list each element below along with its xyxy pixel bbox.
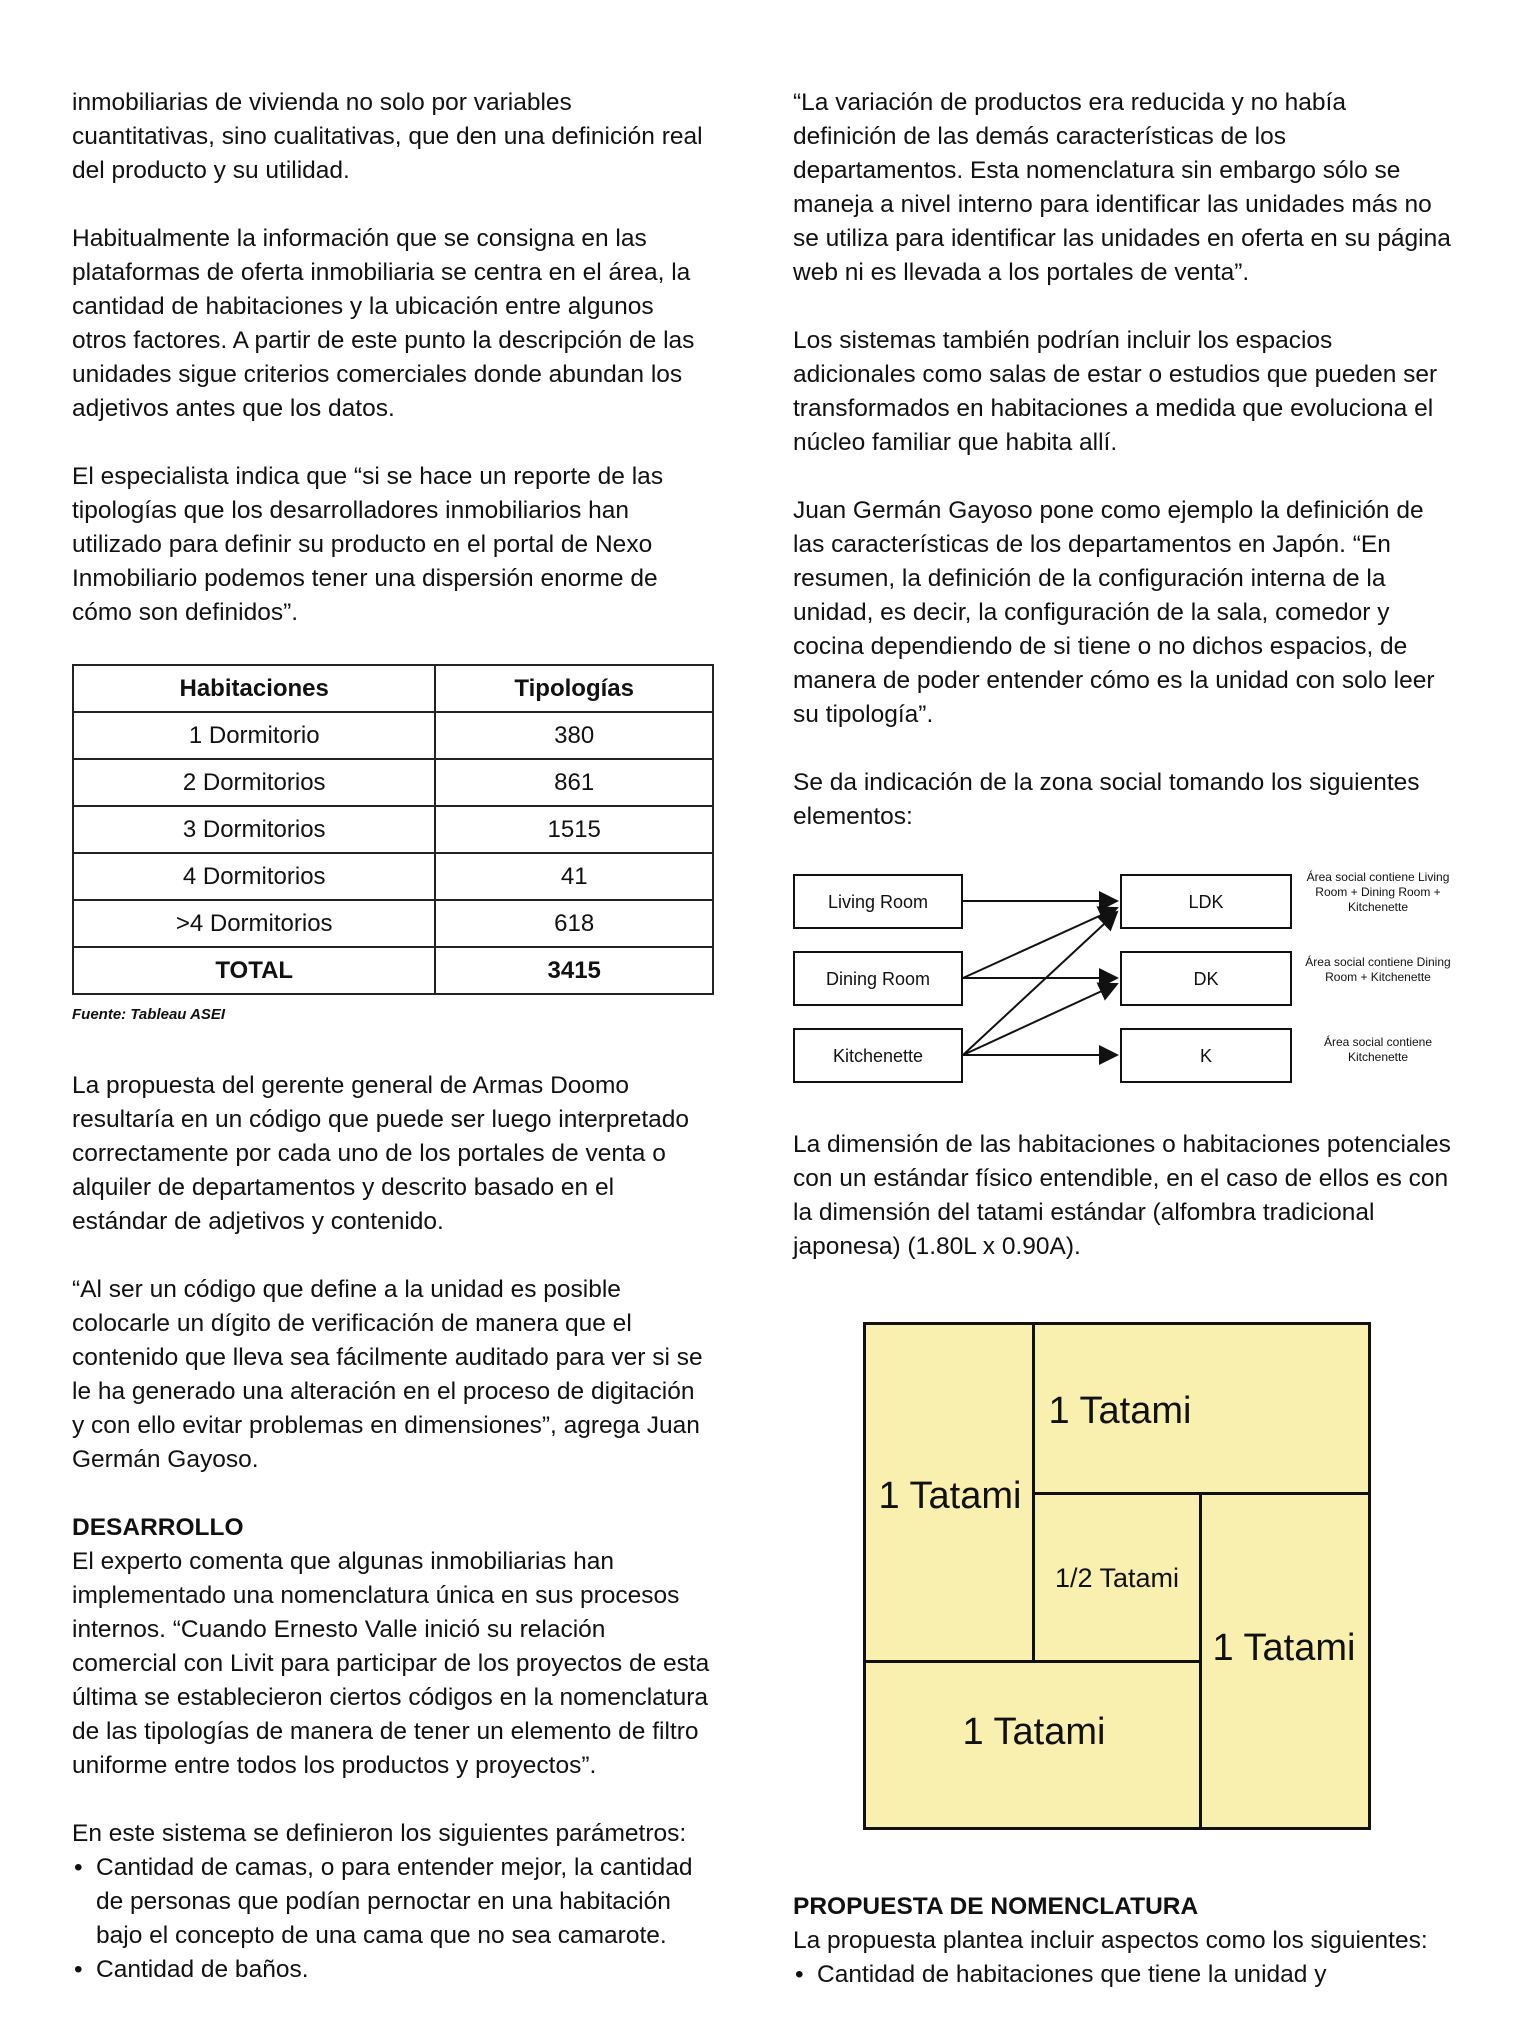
- paragraph: Los sistemas también podrían incluir los espacios adicionales como salas de estar o estudios que pueden ser transformados en habitaciones a medida que evoluciona el núcleo familiar que habita allí.: [793, 327, 1438, 456]
- table-cell: 3415: [435, 947, 713, 994]
- bullet-list: [72, 1851, 712, 1987]
- tatami-label: 1 Tatami: [1212, 1627, 1356, 1669]
- paragraph: Habitualmente la información que se consigna en las plataformas de oferta inmobiliaria se centra en el área, la cantidad de habitaciones y la ubicación entre algunos otros factores. A partir de este punto la descripción de las unidades sigue criterios comerciales donde abundan los adjetivos antes que los datos.: [72, 225, 695, 422]
- section-heading: PROPUESTA DE NOMENCLATURA: [793, 1893, 1199, 1920]
- living-room-box: Living Room: [793, 874, 963, 929]
- paragraph: La dimensión de las habitaciones o habitaciones potenciales con un estándar físico entendible, en el caso de ellos es con la dimensión del tatami estándar (alfombra tradicional japonesa) (1.80L x 0.90A).: [793, 1131, 1451, 1260]
- table-cell: 1515: [435, 806, 713, 853]
- paragraph: “Al ser un código que define a la unidad es posible colocarle un dígito de verificación de manera que el contenido que lleva sea fácilmente auditado para ver si se le ha generado una alteración en el proceso de digitación y con ello evitar problemas en dimensiones”, agrega Juan Germán Gayoso.: [72, 1276, 703, 1473]
- table-cell: >4 Dormitorios: [73, 900, 435, 947]
- table-cell: 1 Dormitorio: [73, 712, 435, 759]
- table-total-row: [73, 947, 713, 994]
- tatami-label: 1 Tatami: [962, 1711, 1106, 1753]
- k-box: K: [1120, 1028, 1292, 1083]
- paragraph: En este sistema se definieron los siguientes parámetros:: [72, 1820, 687, 1847]
- table-header-cell: Tipologías: [435, 665, 713, 712]
- arrow: [963, 908, 1117, 978]
- table-row: [73, 806, 713, 853]
- bullet-list: [793, 1958, 1453, 1992]
- table-cell: 380: [435, 712, 713, 759]
- arrow: [963, 912, 1117, 1055]
- table-cell: 2 Dormitorios: [73, 759, 435, 806]
- table-cell: 4 Dormitorios: [73, 853, 435, 900]
- table-header-row: [73, 665, 713, 712]
- table-row: [73, 759, 713, 806]
- table-cell: TOTAL: [73, 947, 435, 994]
- table-cell: 3 Dormitorios: [73, 806, 435, 853]
- paragraph: El experto comenta que algunas inmobiliarias han implementado una nomenclatura única en sus procesos internos. “Cuando Ernesto Valle inició su relación comercial con Livit para participar de los proyectos de esta última se establecieron ciertos códigos en la nomenclatura de las tipologías de manera de tener un elemento de filtro uniforme entre todos los productos y proyectos”.: [72, 1548, 710, 1779]
- right-column: [793, 86, 1453, 1992]
- tatami-label: 1 Tatami: [1048, 1390, 1192, 1432]
- tatami-label: 1/2 Tatami: [1054, 1563, 1180, 1593]
- tatami-label: 1 Tatami: [878, 1475, 1022, 1517]
- paragraph: “La variación de productos era reducida y no había definición de las demás características de los departamentos. Esta nomenclatura sin embargo sólo se maneja a nivel interno para identificar las unidades más no se utiliza para identificar las unidades en oferta en su página web ni es llevada a los portales de venta”.: [793, 89, 1451, 286]
- paragraph: La propuesta del gerente general de Armas Doomo resultaría en un código que puede ser luego interpretado correctamente por cada uno de los portales de venta o alquiler de departamentos y descrito basado en el estándar de adjetivos y contenido.: [72, 1072, 690, 1235]
- dk-box: DK: [1120, 951, 1292, 1006]
- section-heading: DESARROLLO: [72, 1514, 244, 1541]
- kitchenette-box: Kitchenette: [793, 1028, 963, 1083]
- ldk-box: LDK: [1120, 874, 1292, 929]
- ldk-note: Área social contiene Living Room + Dining Room + Kitchenette: [1306, 870, 1450, 914]
- paragraph: La propuesta plantea incluir aspectos como los siguientes:: [793, 1927, 1428, 1954]
- k-note: Área social contiene Kitchenette: [1323, 1035, 1433, 1064]
- table-cell: 41: [435, 853, 713, 900]
- paragraph: El especialista indica que “si se hace un reporte de las tipologías que los desarrolladores inmobiliarios han utilizado para definir su producto en el portal de Nexo Inmobiliario podemos tener una dispersión enorme de cómo son definidos”.: [72, 463, 664, 626]
- arrow: [963, 984, 1117, 1055]
- table-header-cell: Habitaciones: [73, 665, 435, 712]
- list-item: • Cantidad de habitaciones que tiene la unidad y: [793, 1958, 1453, 1992]
- paragraph: inmobiliarias de vivienda no solo por variables cuantitativas, sino cualitativas, que den una definición real del producto y su utilidad.: [72, 89, 703, 184]
- divider: [866, 1660, 1202, 1663]
- table-cell: 861: [435, 759, 713, 806]
- paragraph: Juan Germán Gayoso pone como ejemplo la definición de las características de los departamentos en Japón. “En resumen, la definición de la configuración interna de la unidad, es decir, la configuración de la sala, comedor y cocina dependiendo de si tiene o no dichos espacios, de manera de poder entender cómo es la unidad con solo leer su tipología”.: [793, 497, 1435, 728]
- tatami-layout: [863, 1322, 1371, 1830]
- table-source: Fuente: Tableau ASEI: [72, 1006, 226, 1023]
- dining-room-box: Dining Room: [793, 951, 963, 1006]
- table-row: [73, 853, 713, 900]
- paragraph: Se da indicación de la zona social tomando los siguientes elementos:: [793, 769, 1420, 830]
- left-column: [72, 86, 712, 1987]
- list-item: • Cantidad de baños.: [72, 1953, 712, 1987]
- typologies-table: [72, 664, 714, 995]
- table-row: [73, 900, 713, 947]
- dk-note: Área social contiene Dining Room + Kitchenette: [1305, 955, 1451, 984]
- social-zone-diagram: [793, 854, 1453, 1084]
- table-cell: 618: [435, 900, 713, 947]
- list-item: • Cantidad de camas, o para entender mejor, la cantidad de personas que podían pernoctar en una habitación bajo el concepto de una cama que no sea camarote.: [72, 1851, 712, 1953]
- table-row: [73, 712, 713, 759]
